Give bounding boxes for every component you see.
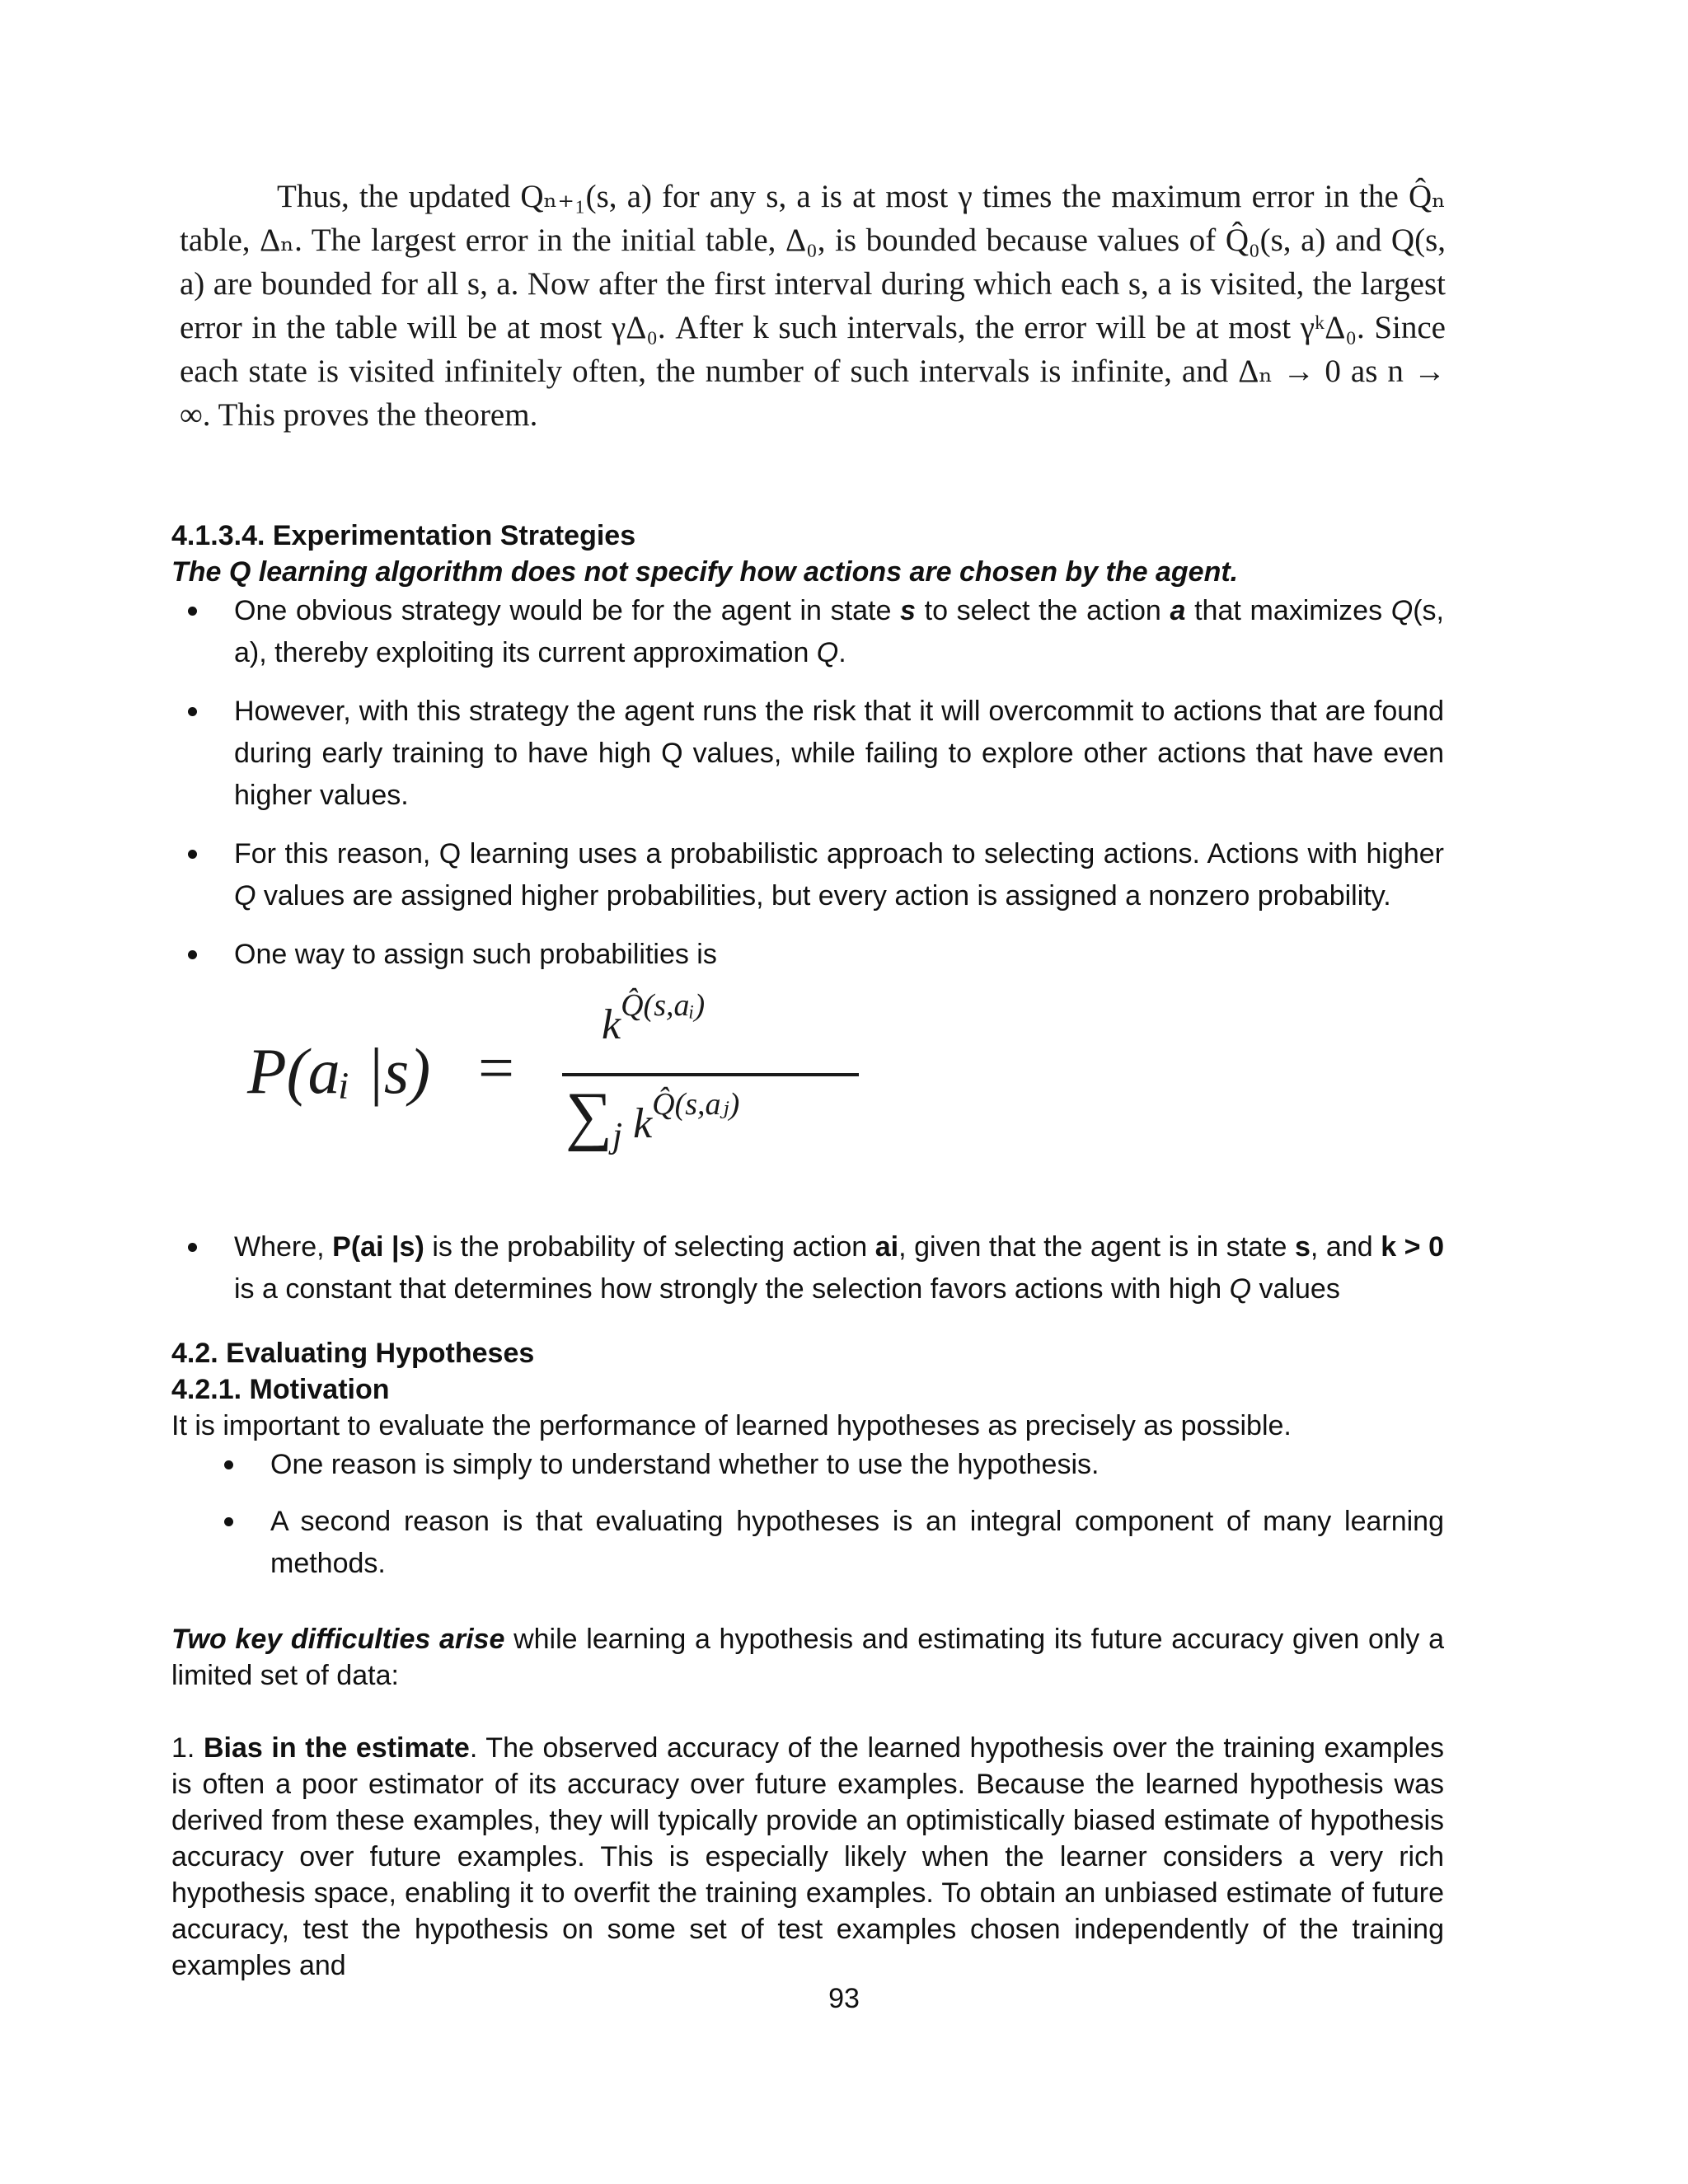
section-heading-experimentation: 4.1.3.4. Experimentation Strategies xyxy=(171,520,636,551)
bullet-dot xyxy=(188,850,197,859)
bullet-formula-explanation: Where, P(ai |s) is the probability of selecting action ai, given that the agent is in state s, and k > 0 is a constant that determines how strongly the selection favors actions with high Q values xyxy=(171,1226,1444,1310)
bullet-dot xyxy=(188,1243,197,1252)
bullet-probabilistic-approach: For this reason, Q learning uses a probabilistic approach to selecting actions. Actions with higher Q values are assigned higher probabilities, but every action is assigned a nonzero probability. xyxy=(171,833,1444,917)
bullet-obvious-strategy: One obvious strategy would be for the agent in state s to select the action a that maximizes Q(s, a), thereby exploiting its current approximation Q. xyxy=(171,590,1444,674)
bullet-overcommit-risk: However, with this strategy the agent runs the risk that it will overcommit to actions that are found during early training to have high Q values, while failing to explore other actions that have even higher values. xyxy=(171,691,1444,817)
formula-equals: = xyxy=(478,1032,514,1104)
formula-fraction-bar xyxy=(562,1073,859,1076)
subsection-heading-motivation: 4.2.1. Motivation xyxy=(171,1374,390,1405)
difficulties-paragraph: Two key difficulties arise while learning a hypothesis and estimating its future accuracy given only a limited set of data: xyxy=(171,1624,1444,1691)
bullet-dot xyxy=(188,950,197,959)
proof-paragraph: Thus, the updated Qₙ₊₁(s, a) for any s, a is at most γ times the maximum error in the Q̂ₙ table, Δₙ. The largest error in the initial table, Δ₀, is bounded because values of Q̂₀(s, a) and Q(s, a) are bounded for all s, a. Now after the first interval during which each s, a is visited, the largest error in the table will be at most γΔ₀. After k such intervals, the error will be at most γᵏΔ₀. Since each state is visited infinitely often, the number of such intervals is infinite, and Δₙ → 0 as n → ∞. This proves the theorem. xyxy=(180,179,1446,433)
scanned-theorem-proof xyxy=(180,175,1446,437)
section-heading-evaluating-hypotheses: 4.2. Evaluating Hypotheses xyxy=(171,1338,535,1369)
bullet-reason-one: One reason is simply to understand whether to use the hypothesis. xyxy=(171,1444,1444,1486)
formula-denominator: $\sum_j$ $k^{Q̂(s,aⱼ)}$ xyxy=(565,1080,740,1155)
main-content xyxy=(171,518,1444,1984)
bullet-dot xyxy=(188,707,197,716)
page-number: 93 xyxy=(828,1983,860,2014)
section-intro: The Q learning algorithm does not specify how actions are chosen by the agent. xyxy=(171,556,1239,588)
bullet-dot xyxy=(188,607,197,616)
bullet-dot xyxy=(224,1460,233,1469)
formula-numerator: $k^{Q̂(s,aᵢ)}$ xyxy=(602,988,706,1048)
motivation-intro: It is important to evaluate the performance of learned hypotheses as precisely as possible. xyxy=(171,1410,1292,1441)
probability-formula xyxy=(171,987,1444,1208)
bias-paragraph: 1. Bias in the estimate. The observed accuracy of the learned hypothesis over the training examples is often a poor estimator of its accuracy over future examples. Because the learned hypothesis was derived from these examples, they will typically provide an optimistically biased estimate of hypothesis accuracy over future examples. This is especially likely when the learner considers a very rich hypothesis space, enabling it to overfit the training examples. To obtain an unbiased estimate of future accuracy, test the hypothesis on some set of test examples chosen independently of the training examples and xyxy=(171,1732,1444,1981)
bullet-reason-two: A second reason is that evaluating hypotheses is an integral component of many learning methods. xyxy=(171,1501,1444,1585)
bullet-assign-probabilities: One way to assign such probabilities is xyxy=(171,934,1444,976)
bullet-dot xyxy=(224,1517,233,1526)
formula-lhs: P(aᵢ |s) xyxy=(247,1035,431,1107)
